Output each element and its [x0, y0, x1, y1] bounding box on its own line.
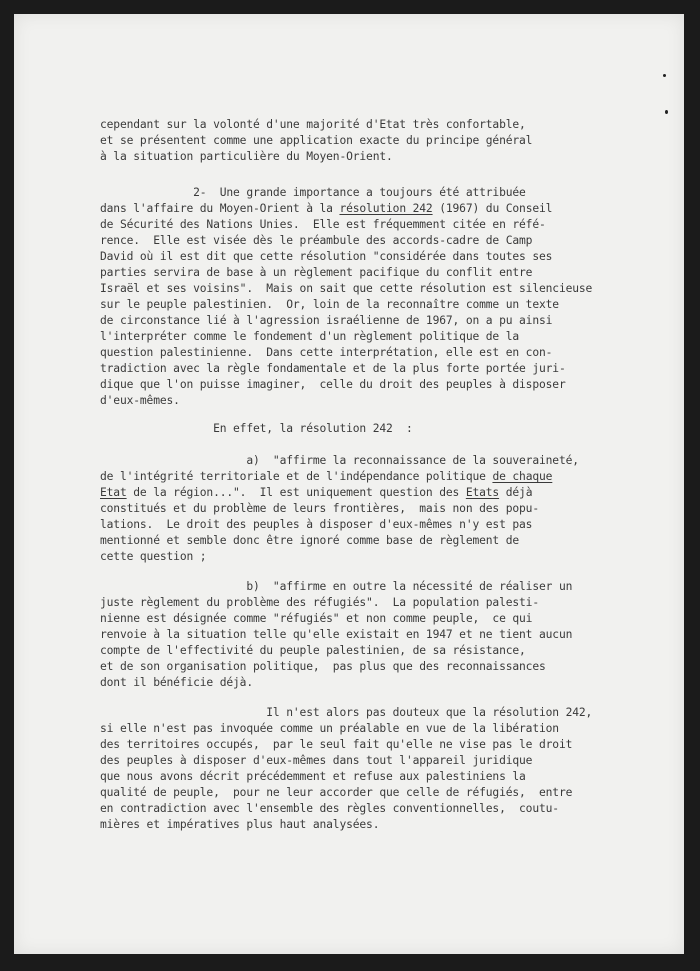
- underlined-text: Etat: [100, 486, 127, 499]
- text-line: 2- Une grande importance a toujours été attribuée: [100, 186, 526, 199]
- text-line: de circonstance lié à l'agression israélienne de 1967, on a pu ainsi: [100, 314, 553, 327]
- text-line: constitués et du problème de leurs frontières, mais non des popu-: [100, 502, 539, 515]
- text-line: Israël et ses voisins". Mais on sait que cette résolution est silencieuse: [100, 282, 593, 295]
- text-line: a) "affirme la reconnaissance de la souveraineté,: [100, 454, 579, 467]
- text-segment: dans l'affaire du Moyen-Orient à la: [100, 202, 340, 215]
- paragraph-1: [100, 117, 580, 165]
- text-line: d'eux-mêmes.: [100, 394, 180, 407]
- text-line: cependant sur la volonté d'une majorité d'Etat très confortable,: [100, 118, 526, 131]
- paragraph-4: [100, 453, 580, 565]
- text-line: En effet, la résolution 242 :: [100, 422, 413, 435]
- text-line: dont il bénéficie déjà.: [100, 676, 253, 689]
- text-line: l'interpréter comme le fondement d'un règlement politique de la: [100, 330, 520, 343]
- paper-mark: [663, 74, 666, 77]
- paragraph-2: [100, 185, 593, 409]
- paper-mark: [665, 110, 668, 114]
- text-line: qualité de peuple, pour ne leur accorder que celle de réfugiés, entre: [100, 786, 573, 799]
- text-line: renvoie à la situation telle qu'elle existait en 1947 et ne tient aucun: [100, 628, 573, 641]
- text-line: en contradiction avec l'ensemble des règles conventionnelles, coutu-: [100, 802, 559, 815]
- text-line: des peuples à disposer d'eux-mêmes dans tout l'appareil juridique: [100, 754, 533, 767]
- text-line: lations. Le droit des peuples à disposer d'eux-mêmes n'y est pas: [100, 518, 533, 531]
- text-line: à la situation particulière du Moyen-Orient.: [100, 150, 393, 163]
- text-line: des territoires occupés, par le seul fait qu'elle ne vise pas le droit: [100, 738, 573, 751]
- text-line: cette question ;: [100, 550, 207, 563]
- text-segment: de l'intégrité territoriale et de l'indépendance politique: [100, 470, 493, 483]
- text-line: juste règlement du problème des réfugiés". La population palesti-: [100, 596, 539, 609]
- text-line: parties servira de base à un règlement pacifique du conflit entre: [100, 266, 533, 279]
- text-line: rence. Elle est visée dès le préambule des accords-cadre de Camp: [100, 234, 533, 247]
- text-line: compte de l'effectivité du peuple palestinien, de sa résistance,: [100, 644, 526, 657]
- text-line: que nous avons décrit précédemment et refuse aux palestiniens la: [100, 770, 526, 783]
- text-line: sur le peuple palestinien. Or, loin de la reconnaître comme un texte: [100, 298, 559, 311]
- text-segment: de la région...". Il est uniquement question des: [126, 486, 466, 499]
- underlined-text: de chaque: [492, 470, 553, 483]
- text-line: si elle n'est pas invoquée comme un préalable en vue de la libération: [100, 722, 559, 735]
- text-segment: (1967) du Conseil: [432, 202, 553, 215]
- text-line: et se présentent comme une application exacte du principe général: [100, 134, 533, 147]
- text-line: David où il est dit que cette résolution "considérée dans toutes ses: [100, 250, 553, 263]
- paragraph-6: [100, 705, 593, 833]
- text-line: [100, 201, 580, 217]
- underlined-text: Etats: [465, 486, 500, 499]
- underlined-text: résolution 242: [339, 202, 433, 215]
- paragraph-5: [100, 579, 580, 691]
- text-segment: déjà: [499, 486, 533, 499]
- text-line: [100, 485, 580, 501]
- text-line: tradiction avec la règle fondamentale et de la plus forte portée juri-: [100, 362, 566, 375]
- text-line: mentionné et semble donc être ignoré comme base de règlement de: [100, 534, 520, 547]
- text-line: dique que l'on puisse imaginer, celle du droit des peuples à disposer: [100, 378, 566, 391]
- text-line: [100, 469, 580, 485]
- document-text: [100, 117, 593, 833]
- text-line: b) "affirme en outre la nécessité de réaliser un: [100, 580, 573, 593]
- text-line: question palestinienne. Dans cette interprétation, elle est en con-: [100, 346, 553, 359]
- text-line: nienne est désignée comme "réfugiés" et non comme peuple, ce qui: [100, 612, 533, 625]
- text-line: mières et impératives plus haut analysées.: [100, 818, 380, 831]
- text-line: de Sécurité des Nations Unies. Elle est fréquemment citée en réfé-: [100, 218, 546, 231]
- text-line: et de son organisation politique, pas plus que des reconnaissances: [100, 660, 546, 673]
- text-line: Il n'est alors pas douteux que la résolution 242,: [100, 706, 593, 719]
- paragraph-3: [100, 421, 580, 437]
